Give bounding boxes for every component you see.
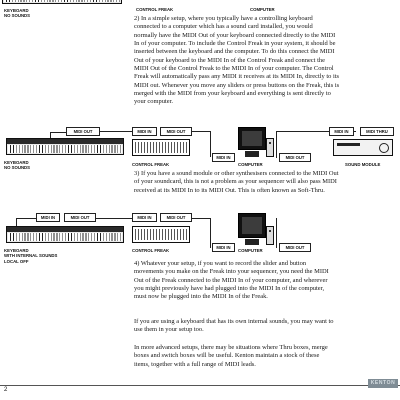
kenton-logo — [368, 379, 398, 388]
computer-label: COMPUTER — [238, 162, 263, 167]
keyboard-top-label: KEYBOARD NO SOUNDS — [4, 8, 31, 19]
paragraph-advanced-setups: In more advanced setups, there may be situations where Thru boxes, merge boxes and switch boxes will be useful. Kenton maintain a stock of these items, together with a full range of MIDI leads. — [134, 344, 328, 368]
control-freak-image — [132, 139, 190, 156]
midi-out-port: MIDI OUT — [160, 127, 192, 136]
midi-thru-port: MIDI THRU — [360, 127, 394, 136]
keyboard-image — [6, 226, 124, 243]
sound-module-label: SOUND MODULE — [345, 162, 381, 167]
paragraph-soft-thru: 3) If you have a sound module or other synthesisers connected to the MIDI Out of your soundcard, this is not a problem as your sequencer will also pass MIDI received at its MIDI In to its MIDI Out. This is often known as Soft-Thru. — [134, 170, 339, 194]
computer-label: COMPUTER — [238, 248, 263, 253]
midi-out-port: MIDI OUT — [64, 213, 96, 222]
control-freak-image — [132, 226, 190, 243]
footer-rule — [0, 385, 400, 386]
midi-in-port: MIDI IN — [212, 153, 235, 162]
computer-tower-image — [266, 138, 274, 157]
midi-in-port: MIDI IN — [212, 243, 235, 252]
control-freak-top-label: CONTROL FREAK — [136, 7, 174, 12]
computer-tower-image — [266, 226, 274, 245]
computer-monitor-image — [238, 213, 266, 245]
computer-top-label: COMPUTER — [250, 7, 275, 12]
control-freak-label: CONTROL FREAK — [132, 248, 170, 253]
midi-in-port: MIDI IN — [132, 127, 157, 136]
keyboard-top-image — [2, 0, 122, 4]
paragraph-simple-setup: 2) In a simple setup, where you typically have a controlling keyboard connected to a computer which has a sound card installed, you would normally have the MIDI Out of your keyboard connected directly to the MIDI In of your computer. To include the Control Freak in your system, it should be inserted between the keyboard and the computer. To do this connect the MIDI Out of your keyboard to the MIDI In of the Control Freak and connect the MIDI Out of the Control Freak to the MIDI In of your computer. The Control Freak will automatically pass any MIDI it receives at its MIDI In, directly to its MIDI out. Whenever you move any sliders or press buttons on the Freak, this is merged with the MIDI from your keyboard and everything is sent directly to your computer. — [134, 15, 340, 106]
midi-in-port: MIDI IN — [36, 213, 60, 222]
midi-out-port: MIDI OUT — [66, 127, 100, 136]
paragraph-internal-sounds: If you are using a keyboard that has its own internal sounds, you may want to use them in your setup too. — [134, 318, 334, 334]
midi-in-port: MIDI IN — [329, 127, 354, 136]
paragraph-recording: 4) Whatever your setup, if you want to record the slider and button movements you make on the Freak into your sequencer, you need the MIDI Out of the Freak connected to the MIDI In of your computer, and wherever you might previously have had plugged into the MIDI In of the computer, must now be plugged into the MIDI In of the Freak. — [134, 260, 329, 301]
keyboard-image — [6, 138, 124, 155]
sound-module-image — [333, 139, 393, 156]
keyboard-label: KEYBOARD WITH INTERNAL SOUNDS LOCAL OFF — [4, 248, 58, 264]
page-number: 2 — [4, 387, 8, 393]
midi-out-port: MIDI OUT — [279, 243, 311, 252]
control-freak-label: CONTROL FREAK — [132, 162, 170, 167]
midi-out-port: MIDI OUT — [160, 213, 192, 222]
kenton-logo-text: KENTON — [370, 380, 396, 386]
midi-in-port: MIDI IN — [132, 213, 157, 222]
keyboard-label: KEYBOARD NO SOUNDS — [4, 160, 31, 171]
computer-monitor-image — [238, 127, 266, 157]
midi-out-port: MIDI OUT — [279, 153, 311, 162]
